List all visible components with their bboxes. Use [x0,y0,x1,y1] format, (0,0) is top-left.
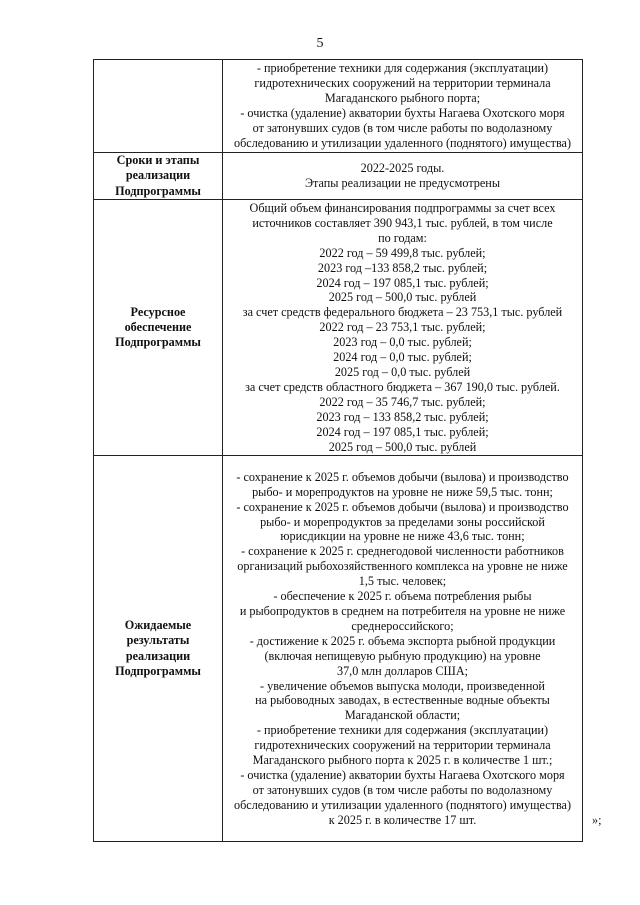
content-line: - сохранение к 2025 г. объемов добычи (вылова) и производство [236,469,569,484]
content-line: - обеспечение к 2025 г. объема потребления рыбы [273,589,532,604]
content-line: 2022 год – 35 746,7 тыс. рублей; [319,394,486,409]
label-line: Ожидаемые [124,617,192,632]
table-row [94,60,583,153]
content-line: рыбо- и морепродуктов на уровне не ниже 59,5 тыс. тонн; [252,484,553,499]
content-line: и рыбопродуктов в среднем на потребителя на уровне не ниже [239,604,566,618]
content-line: 2023 год –133 858,2 тыс. рублей; [317,260,488,275]
row-label-expected-results [94,456,223,842]
label-line: Подпрограммы [115,183,201,198]
content-line: 2024 год – 0,0 тыс. рублей; [333,350,472,365]
content-line: за счет средств федерального бюджета – 23 753,1 тыс. рублей [242,305,563,320]
content-line: Магаданского рыбного порта; [324,91,481,106]
passport-table [93,59,583,842]
content-line: 37,0 млн долларов США; [336,663,469,678]
row-content-timing [223,153,583,200]
content-line: Общий объем финансирования подпрограммы за счет всех [249,201,556,216]
row-label-resources [94,200,223,456]
content-line: организаций рыбохозяйственного комплекса на уровне не ниже [237,559,568,574]
row-label-empty [94,60,223,153]
content-line: - сохранение к 2025 г. объемов добычи (вылова) и производство [236,499,569,514]
content-line: - достижение к 2025 г. объема экспорта рыбной продукции [249,633,556,648]
content-line: на рыбоводных заводах, в естественные водные объекты [255,693,550,708]
row-content-resources [223,200,583,456]
table-row [94,200,583,456]
row-label-timing [94,153,223,200]
table-row [94,153,583,200]
content-line: Магаданской области; [344,708,461,723]
content-line: по годам: [378,230,427,245]
content-line: 2022-2025 годы. [360,161,445,176]
row-content-tasks-continued [223,60,583,153]
content-line: от затонувших судов (в том числе работы по водолазному [252,782,553,797]
content-line: 2024 год – 197 085,1 тыс. рублей; [316,275,489,290]
closing-quote-mark: »; [592,813,602,827]
content-line: обследованию и утилизации удаленного (поднятого) имущества) [233,135,572,150]
label-line: реализации [125,168,191,183]
content-line: - приобретение техники для содержания (эксплуатации) [256,61,549,76]
content-line: 1,5 тыс. человек; [358,574,447,589]
content-line: - сохранение к 2025 г. среднегодовой численности работников [241,544,564,559]
content-line: - приобретение техники для содержания (эксплуатации) [256,723,549,738]
content-line: 2025 год – 500,0 тыс. рублей [328,290,477,305]
content-line: Этапы реализации не предусмотрены [304,176,501,191]
content-line: - очистка (удаление) акватории бухты Нагаева Охотского моря [240,767,565,782]
label-line: Сроки и этапы [116,153,200,167]
content-line: 2023 год – 0,0 тыс. рублей; [333,335,472,350]
row-content-expected-results [223,456,583,842]
content-line: 2022 год – 23 753,1 тыс. рублей; [319,320,486,335]
content-line: гидротехнических сооружений на территории терминала [254,76,551,91]
content-line: 2022 год – 59 499,8 тыс. рублей; [319,245,486,260]
label-line: Подпрограммы [115,335,201,350]
content-line: - очистка (удаление) акватории бухты Нагаева Охотского моря [240,106,565,120]
content-line: обследованию и утилизации удаленного (поднятого) имущества) [233,797,572,812]
content-line: 2025 год – 500,0 тыс. рублей [328,439,477,454]
content-line: Магаданского рыбного порта к 2025 г. в количестве 1 шт.; [252,753,553,768]
content-line: (включая непищевую рыбную продукцию) на уровне [264,648,541,663]
content-line: рыбо- и морепродуктов за пределами зоны российской [260,514,545,529]
content-line: 2023 год – 133 858,2 тыс. рублей; [316,409,489,424]
content-line: среднероссийского; [351,618,454,633]
page-number: 5 [316,36,324,51]
content-line: от затонувших судов (в том числе работы по водолазному [252,120,553,135]
label-line: обеспечение [124,320,192,335]
label-line: результаты [126,633,190,648]
content-line: за счет средств областного бюджета – 367 190,0 тыс. рублей. [245,379,560,394]
label-line: реализации [125,648,191,663]
label-line: Подпрограммы [115,664,201,679]
content-line: гидротехнических сооружений на территории терминала [254,738,551,753]
content-line: юрисдикции на уровне не ниже 43,6 тыс. тонн; [280,529,525,544]
label-line: Ресурсное [130,304,186,319]
table-row [94,456,583,842]
content-line: 2024 год – 197 085,1 тыс. рублей; [316,424,489,439]
content-line: источников составляет 390 943,1 тыс. рублей, в том числе [252,215,553,230]
content-line: - увеличение объемов выпуска молоди, произведенной [260,678,545,693]
content-line: 2025 год – 0,0 тыс. рублей [334,364,471,379]
content-line: к 2025 г. в количестве 17 шт. [328,812,477,827]
